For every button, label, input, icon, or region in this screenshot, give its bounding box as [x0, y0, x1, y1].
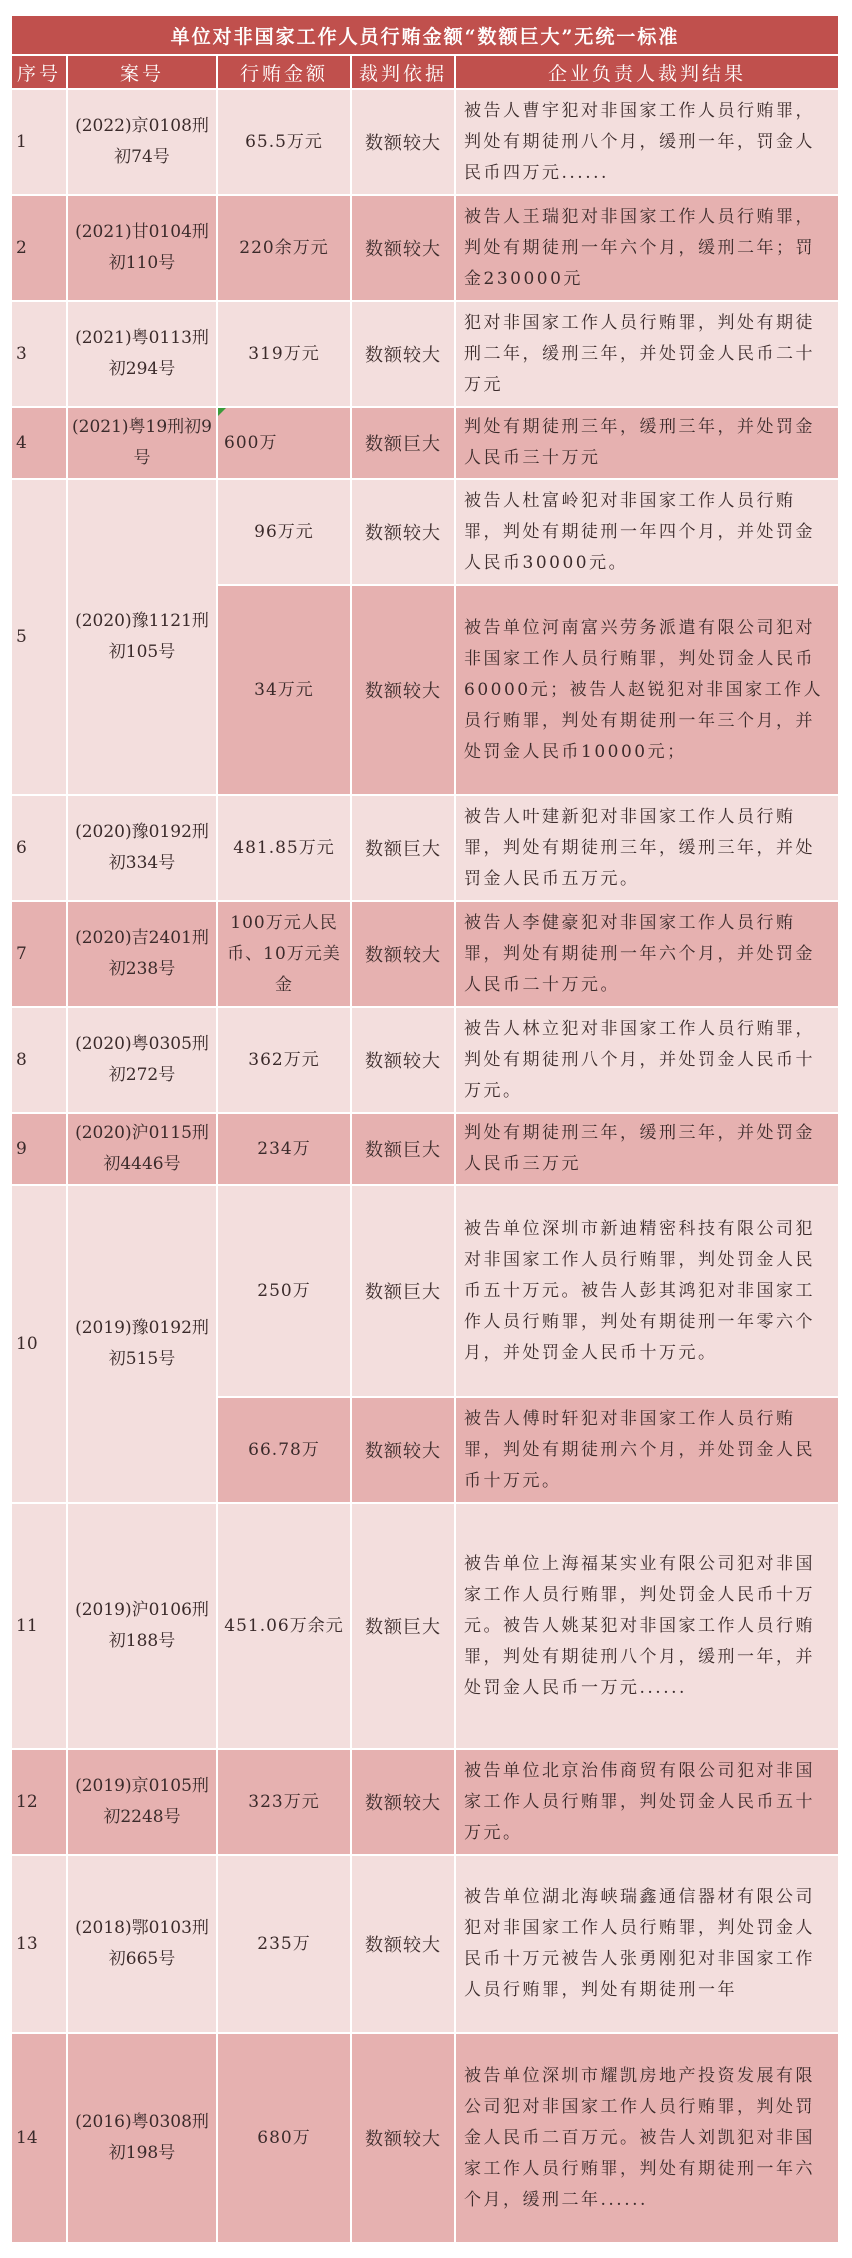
bribe-amount: 96万元	[217, 479, 351, 585]
judgment-basis: 数额巨大	[351, 795, 455, 901]
judgment-basis: 数额巨大	[351, 1185, 455, 1397]
table-row	[11, 407, 839, 479]
table-container	[10, 14, 838, 2244]
judgment-result: 被告人曹宇犯对非国家工作人员行贿罪，判处有期徒刑八个月，缓刑一年，罚金人民币四万元......	[455, 89, 839, 195]
judgment-basis: 数额较大	[351, 195, 455, 301]
judgment-basis: 数额较大	[351, 479, 455, 585]
judgment-basis: 数额较大	[351, 1855, 455, 2033]
bribe-amount: 235万	[217, 1855, 351, 2033]
judgment-basis: 数额较大	[351, 2033, 455, 2243]
table-row	[11, 479, 839, 585]
row-index: 11	[11, 1503, 67, 1749]
judgment-basis: 数额巨大	[351, 1113, 455, 1185]
judgment-basis: 数额较大	[351, 301, 455, 407]
row-index: 8	[11, 1007, 67, 1113]
row-index: 4	[11, 407, 67, 479]
judgment-basis: 数额较大	[351, 901, 455, 1007]
row-index: 14	[11, 2033, 67, 2243]
bribe-amount: 319万元	[217, 301, 351, 407]
row-index: 13	[11, 1855, 67, 2033]
table-row	[11, 2033, 839, 2243]
row-index: 3	[11, 301, 67, 407]
header-index: 序号	[11, 55, 67, 89]
judgment-result: 被告人傅时轩犯对非国家工作人员行贿罪，判处有期徒刑六个月，并处罚金人民币十万元。	[455, 1397, 839, 1503]
judgment-result: 被告人李健豪犯对非国家工作人员行贿罪，判处有期徒刑一年六个月，并处罚金人民币二十万元。	[455, 901, 839, 1007]
judgment-result: 被告人叶建新犯对非国家工作人员行贿罪，判处有期徒刑三年，缓刑三年，并处罚金人民币五万元。	[455, 795, 839, 901]
row-index: 2	[11, 195, 67, 301]
table-row	[11, 1503, 839, 1749]
judgment-result: 被告单位上海福某实业有限公司犯对非国家工作人员行贿罪，判处罚金人民币十万元。被告人姚某犯对非国家工作人员行贿罪，判处有期徒刑八个月，缓刑一年，并处罚金人民币一万元......	[455, 1503, 839, 1749]
header-bribe-amount: 行贿金额	[217, 55, 351, 89]
judgment-basis: 数额较大	[351, 1397, 455, 1503]
case-number: (2021)粤19刑初9号	[67, 407, 217, 479]
case-number: (2020)粤0305刑初272号	[67, 1007, 217, 1113]
bribe-amount: 600万	[217, 407, 351, 479]
judgment-result: 判处有期徒刑三年，缓刑三年，并处罚金人民币三十万元	[455, 407, 839, 479]
case-number: (2019)豫0192刑初515号	[67, 1185, 217, 1503]
table-row	[11, 1855, 839, 2033]
judgment-basis: 数额巨大	[351, 407, 455, 479]
bribe-amount: 66.78万	[217, 1397, 351, 1503]
judgment-result: 被告单位湖北海峡瑞鑫通信器材有限公司犯对非国家工作人员行贿罪，判处罚金人民币十万元被告人张勇刚犯对非国家工作人员行贿罪，判处有期徒刑一年	[455, 1855, 839, 2033]
case-number: (2020)豫1121刑初105号	[67, 479, 217, 795]
bribe-amount: 65.5万元	[217, 89, 351, 195]
bribe-amount: 234万	[217, 1113, 351, 1185]
bribe-amount: 680万	[217, 2033, 351, 2243]
bribe-amount: 481.85万元	[217, 795, 351, 901]
row-index: 12	[11, 1749, 67, 1855]
case-number: (2020)吉2401刑初238号	[67, 901, 217, 1007]
judgment-result: 被告单位深圳市耀凯房地产投资发展有限公司犯对非国家工作人员行贿罪，判处罚金人民币二百万元。被告人刘凯犯对非国家工作人员行贿罪，判处有期徒刑一年六个月，缓刑二年......	[455, 2033, 839, 2243]
case-number: (2018)鄂0103刑初665号	[67, 1855, 217, 2033]
header-case-number: 案号	[67, 55, 217, 89]
judgment-basis: 数额较大	[351, 89, 455, 195]
case-number: (2020)沪0115刑初4446号	[67, 1113, 217, 1185]
bribe-amount: 220余万元	[217, 195, 351, 301]
table-row	[11, 89, 839, 195]
header-judgment-basis: 裁判依据	[351, 55, 455, 89]
case-number: (2019)京0105刑初2248号	[67, 1749, 217, 1855]
judgment-basis: 数额较大	[351, 1749, 455, 1855]
table-title: 单位对非国家工作人员行贿金额“数额巨大”无统一标准	[11, 15, 839, 55]
bribe-amount: 100万元人民币、10万元美金	[217, 901, 351, 1007]
judgment-result: 被告单位河南富兴劳务派遣有限公司犯对非国家工作人员行贿罪，判处罚金人民币60000元；被告人赵锐犯对非国家工作人员行贿罪，判处有期徒刑一年三个月，并处罚金人民币10000元；	[455, 585, 839, 795]
judgment-result: 被告人杜富岭犯对非国家工作人员行贿罪，判处有期徒刑一年四个月，并处罚金人民币30000元。	[455, 479, 839, 585]
case-number: (2021)甘0104刑初110号	[67, 195, 217, 301]
bribe-amount: 34万元	[217, 585, 351, 795]
table-row	[11, 901, 839, 1007]
case-number: (2016)粤0308刑初198号	[67, 2033, 217, 2243]
table-row	[11, 301, 839, 407]
row-index: 7	[11, 901, 67, 1007]
table-row	[11, 195, 839, 301]
judgment-basis: 数额巨大	[351, 1503, 455, 1749]
judgment-result: 犯对非国家工作人员行贿罪，判处有期徒刑二年，缓刑三年，并处罚金人民币二十万元	[455, 301, 839, 407]
table-row	[11, 1749, 839, 1855]
case-number: (2019)沪0106刑初188号	[67, 1503, 217, 1749]
bribe-amount: 250万	[217, 1185, 351, 1397]
table-row	[11, 1007, 839, 1113]
bribe-amount: 362万元	[217, 1007, 351, 1113]
judgment-basis: 数额较大	[351, 585, 455, 795]
case-number: (2021)粤0113刑初294号	[67, 301, 217, 407]
table-row	[11, 1185, 839, 1397]
row-index: 5	[11, 479, 67, 795]
case-number: (2020)豫0192刑初334号	[67, 795, 217, 901]
judgment-result: 被告人王瑞犯对非国家工作人员行贿罪，判处有期徒刑一年六个月，缓刑二年；罚金230000元	[455, 195, 839, 301]
row-index: 10	[11, 1185, 67, 1503]
row-index: 1	[11, 89, 67, 195]
judgment-result: 被告单位深圳市新迪精密科技有限公司犯对非国家工作人员行贿罪，判处罚金人民币五十万元。被告人彭其鸿犯对非国家工作人员行贿罪，判处有期徒刑一年零六个月，并处罚金人民币十万元。	[455, 1185, 839, 1397]
table-row	[11, 795, 839, 901]
judgment-result: 判处有期徒刑三年，缓刑三年，并处罚金人民币三万元	[455, 1113, 839, 1185]
bribery-cases-table	[10, 14, 840, 2244]
row-index: 9	[11, 1113, 67, 1185]
judgment-result: 被告人林立犯对非国家工作人员行贿罪，判处有期徒刑八个月，并处罚金人民币十万元。	[455, 1007, 839, 1113]
table-row	[11, 1113, 839, 1185]
judgment-result: 被告单位北京治伟商贸有限公司犯对非国家工作人员行贿罪，判处罚金人民币五十万元。	[455, 1749, 839, 1855]
judgment-basis: 数额较大	[351, 1007, 455, 1113]
bribe-amount: 451.06万余元	[217, 1503, 351, 1749]
row-index: 6	[11, 795, 67, 901]
header-judgment-result: 企业负责人裁判结果	[455, 55, 839, 89]
case-number: (2022)京0108刑初74号	[67, 89, 217, 195]
bribe-amount: 323万元	[217, 1749, 351, 1855]
